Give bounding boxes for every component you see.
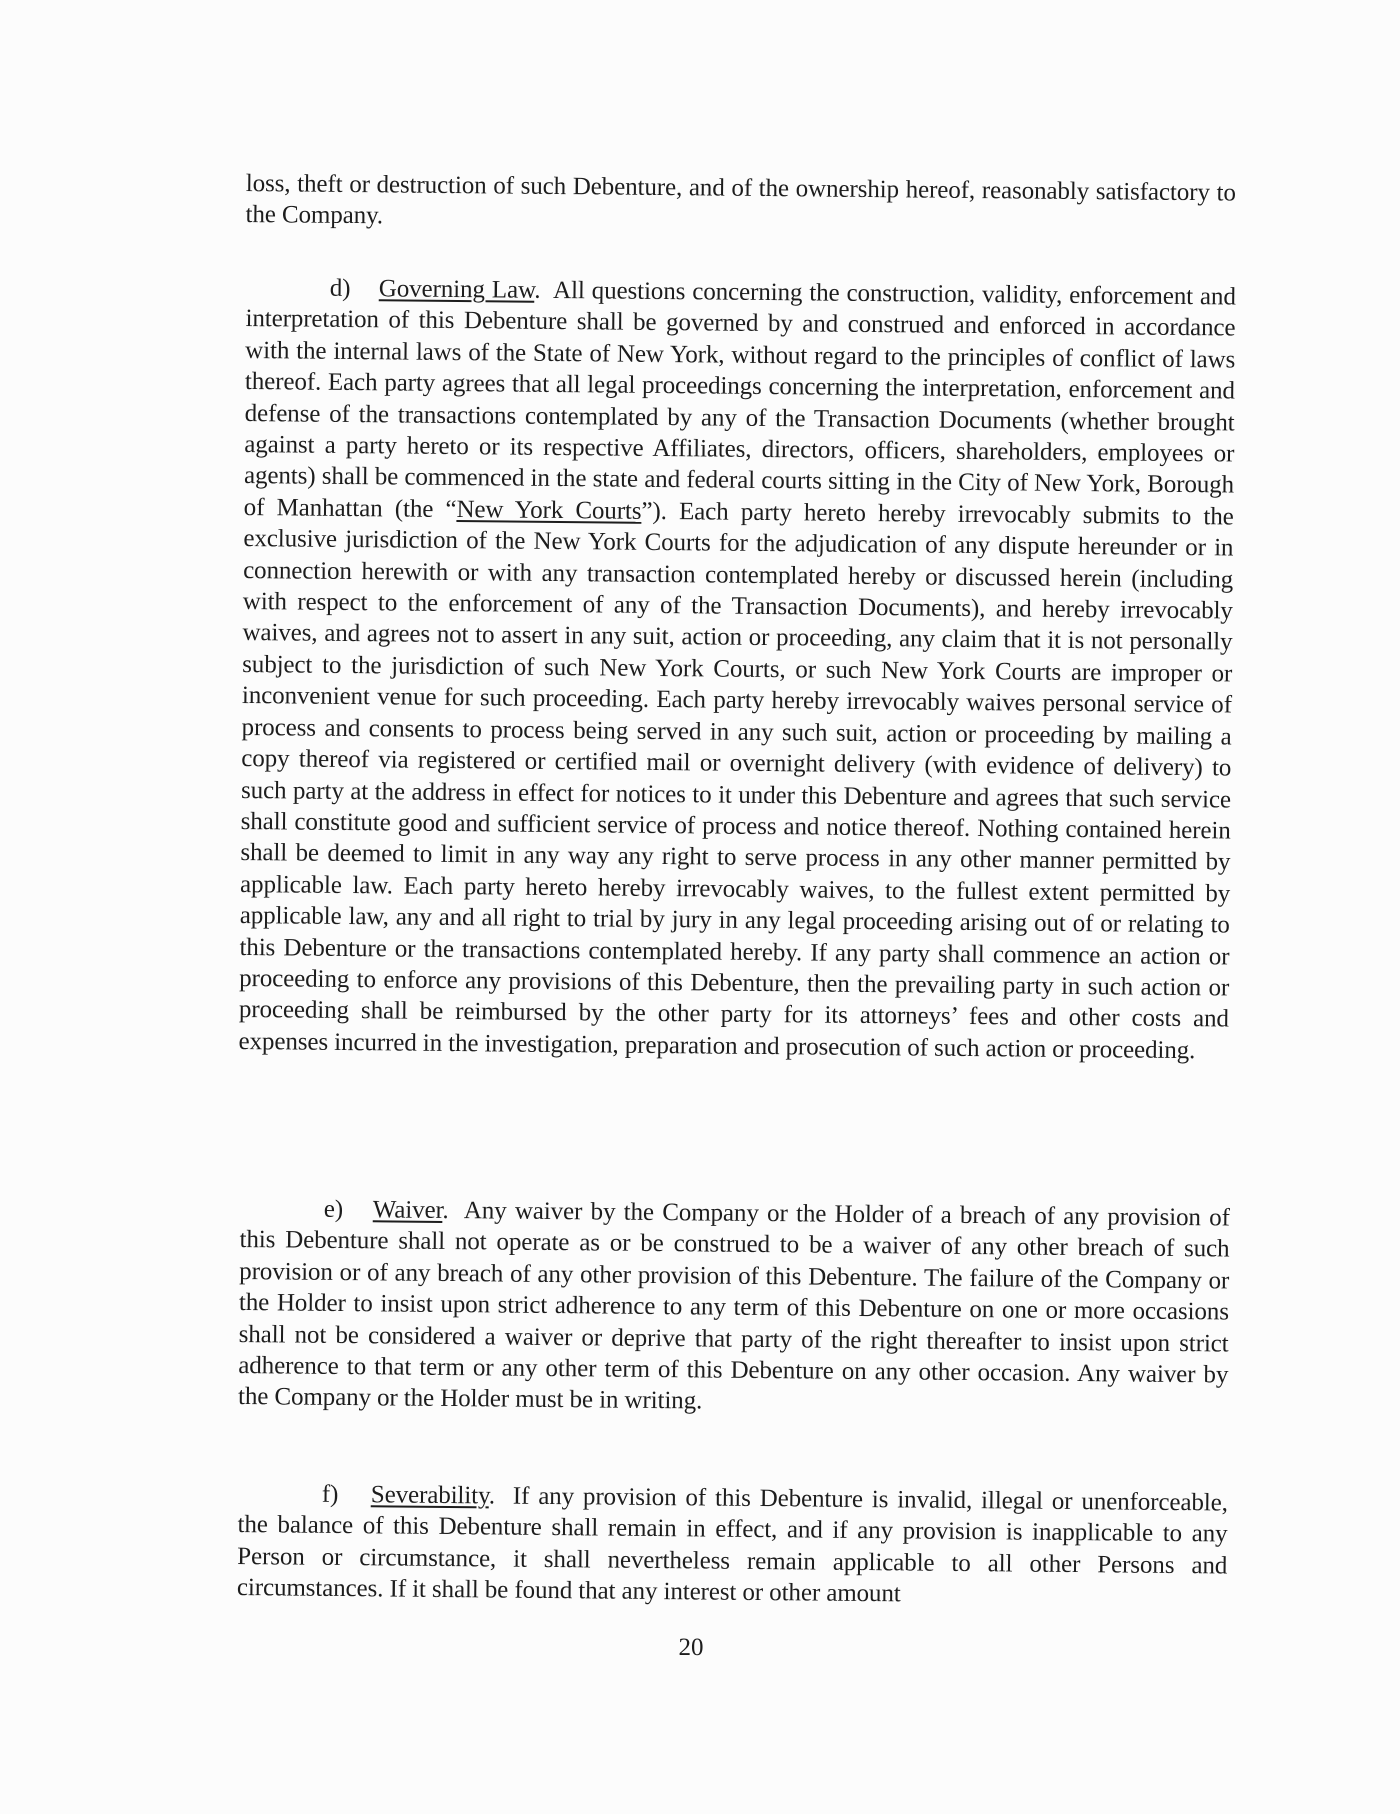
section-d-marker: d) [329,274,351,303]
section-severability [237,1478,1228,1613]
page-number: 20 [678,1634,704,1661]
section-f-text: If any provision of this Debenture is invalid, illegal or unenforceable, the balance of this Debenture shall remain in effect, and if any provision is inapplicable to any Person or circumstance, it shall nevertheless remain applicable to all other Persons and circumstances. If it shall be found that any interest or other amount [236,1482,1228,1608]
section-d-text-part1: All questions concerning the construction, validity, enforcement and interpretation of this Debenture shall be governed by and construed and enforced in accordance with the internal laws of the State of New York, without regard to the principles of conflict of laws thereof. Each party agrees that all legal proceedings concerning the interpretation, enforcement and defense of the transactions contemplated by any of the Transaction Documents (whether brought against a party hereto or its respective Affiliates, directors, officers, shareholders, employees or agents) shall be commenced in the state and federal courts sitting in the City of New York, Borough of Manhattan (the “ [243,276,1236,523]
intro-text: loss, theft or destruction of such Debenture, and of the ownership hereof, reasonably satisfactory to the Company. [245,169,1236,230]
section-f-marker: f) [321,1480,339,1508]
section-f-paragraph: f) Severability. If any provision of this Debenture is invalid, illegal or unenforceable, the balance of this Debenture shall remain in effect, and if any provision is inapplicable to any Person or circumstance, it shall nevertheless remain applicable to all other Persons and circumstances. If it shall be found that any interest or other amount [236,1480,1228,1608]
section-waiver [238,1193,1230,1422]
section-e-heading: Waiver [372,1196,443,1224]
section-d-text-part2: ”). Each party hereto hereby irrevocably submits to the exclusive jurisdiction of the New York Courts for the adjudication of any dispute hereunder or in connection herewith or with any transaction contemplated hereby or discussed herein (including with respect to the enforcement of any of the Transaction Documents), and hereby irrevocably waives, and agrees not to assert in any suit, action or proceeding, any claim that it is not personally subject to the jurisdiction of such New York Courts, or such New York Courts are improper or inconvenient venue for such proceeding. Each party hereby irrevocably waives personal service of process and consents to process being served in any such suit, action or proceeding by mailing a copy thereof via registered or certified mail or overnight delivery (with evidence of delivery) to such party at the address in effect for notices to it under this Debenture and agrees that such service shall constitute good and sufficient service of process and notice thereof. Nothing contained herein shall be deemed to limit in any way any right to serve process in any other manner permitted by applicable law. Each party hereto hereby irrevocably waives, to the fullest extent permitted by applicable law, any and all right to trial by jury in any legal proceeding arising out of or relating to this Debenture or the transactions contemplated hereby. If any party shall commence an action or proceeding to enforce any provisions of this Debenture, then the prevailing party in such action or proceeding shall be reimbursed by the other party for its attorneys’ fees and other costs and expenses incurred in the investigation, preparation and prosecution of such action or proceeding. [238,497,1234,1064]
intro-paragraph [245,168,1236,240]
section-d-paragraph: d) Governing Law. All questions concerning the construction, validity, enforcement and interpretation of this Debenture shall be governed by and construed and enforced in accordance with the internal laws of the State of New York, without regard to the principles of conflict of laws thereof. Each party agrees that all legal proceedings concerning the interpretation, enforcement and defense of the transactions contemplated by any of the Transaction Documents (whether brought against a party hereto or its respective Affiliates, directors, officers, shareholders, employees or agents) shall be commenced in the state and federal courts sitting in the City of New York, Borough of Manhattan (the “New York Courts”). Each party hereto hereby irrevocably submits to the exclusive jurisdiction of the New York Courts for the adjudication of any dispute hereunder or in connection herewith or with any transaction contemplated hereby or discussed herein (including with respect to the enforcement of any of the Transaction Documents), and hereby irrevocably waives, and agrees not to assert in any suit, action or proceeding, any claim that it is not personally subject to the jurisdiction of such New York Courts, or such New York Courts are improper or inconvenient venue for such proceeding. Each party hereby irrevocably waives personal service of process and consents to process being served in any such suit, action or proceeding by mailing a copy thereof via registered or certified mail or overnight delivery (with evidence of delivery) to such party at the address in effect for notices to it under this Debenture and agrees that such service shall constitute good and sufficient service of process and notice thereof. Nothing contained herein shall be deemed to limit in any way any right to serve process in any other manner permitted by applicable law. Each party hereto hereby irrevocably waives, to the fullest extent permitted by applicable law, any and all right to trial by jury in any legal proceeding arising out of or relating to this Debenture or the transactions contemplated hereby. If any party shall commence an action or proceeding to enforce any provisions of this Debenture, then the prevailing party in such action or proceeding shall be reimbursed by the other party for its attorneys’ fees and other costs and expenses incurred in the investigation, preparation and prosecution of such action or proceeding. [238,274,1236,1064]
section-d-heading: Governing Law [378,275,535,304]
section-f-heading: Severability [370,1481,489,1510]
section-e-text: Any waiver by the Company or the Holder of a breach of any provision of this Debenture shall not operate as or be construed to be a waiver of any other breach of such provision or of any breach of any other provision of this Debenture. The failure of the Company or the Holder to insist upon strict adherence to any term of this Debenture on one or more occasions shall not be considered a waiver or deprive that party of the right thereafter to insist upon strict adherence to that term or any other term of this Debenture on any other occasion. Any waiver by the Company or the Holder must be in writing. [237,1197,1230,1415]
section-governing-law [238,272,1235,1067]
section-e-marker: e) [323,1195,344,1223]
section-e-paragraph: e) Waiver. Any waiver by the Company or the Holder of a breach of any provision of this Debenture shall not operate as or be construed to be a waiver of any other breach of such provision or of any breach of any other provision of this Debenture. The failure of the Company or the Holder to insist upon strict adherence to any term of this Debenture on one or more occasions shall not be considered a waiver or deprive that party of the right thereafter to insist upon strict adherence to that term or any other term of this Debenture on any other occasion. Any waiver by the Company or the Holder must be in writing. [237,1195,1230,1415]
defined-term-new-york-courts: New York Courts [456,495,642,525]
